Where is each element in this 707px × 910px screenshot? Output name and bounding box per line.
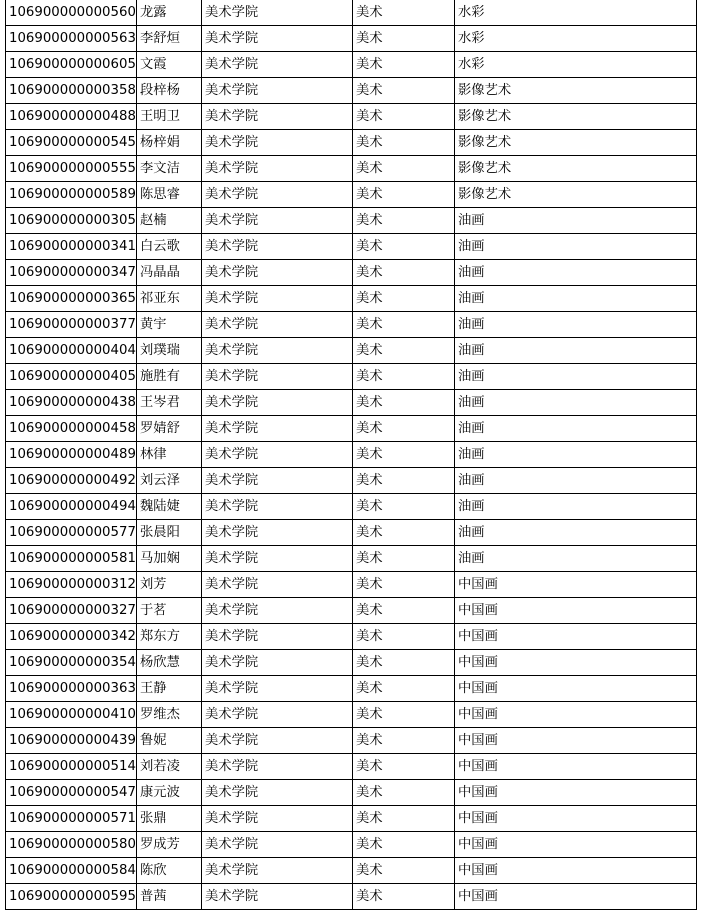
direction-cell: 影像艺术	[455, 182, 697, 208]
college-cell: 美术学院	[202, 754, 353, 780]
major-cell: 美术	[353, 130, 455, 156]
college-cell: 美术学院	[202, 234, 353, 260]
student-name-cell: 李文洁	[137, 156, 202, 182]
student-name-cell: 施胜有	[137, 364, 202, 390]
direction-cell: 水彩	[455, 52, 697, 78]
direction-cell: 中国画	[455, 572, 697, 598]
student-name-cell: 康元波	[137, 780, 202, 806]
candidate-id-cell: 106900000000584	[6, 858, 137, 884]
student-name-cell: 祁亚东	[137, 286, 202, 312]
major-cell: 美术	[353, 208, 455, 234]
table-row	[6, 0, 697, 26]
major-cell: 美术	[353, 156, 455, 182]
direction-cell: 影像艺术	[455, 104, 697, 130]
candidate-id-cell: 106900000000555	[6, 156, 137, 182]
major-cell: 美术	[353, 728, 455, 754]
major-cell: 美术	[353, 806, 455, 832]
candidate-id-cell: 106900000000581	[6, 546, 137, 572]
college-cell: 美术学院	[202, 52, 353, 78]
student-name-cell: 张鼎	[137, 806, 202, 832]
major-cell: 美术	[353, 442, 455, 468]
table-row	[6, 208, 697, 234]
direction-cell: 油画	[455, 338, 697, 364]
student-name-cell: 张晨阳	[137, 520, 202, 546]
student-name-cell: 白云歌	[137, 234, 202, 260]
college-cell: 美术学院	[202, 676, 353, 702]
student-name-cell: 杨梓娟	[137, 130, 202, 156]
candidate-id-cell: 106900000000577	[6, 520, 137, 546]
table-row	[6, 468, 697, 494]
candidate-id-cell: 106900000000488	[6, 104, 137, 130]
candidate-id-cell: 106900000000439	[6, 728, 137, 754]
table-row	[6, 390, 697, 416]
table-row	[6, 832, 697, 858]
table-row	[6, 234, 697, 260]
student-name-cell: 罗婧舒	[137, 416, 202, 442]
major-cell: 美术	[353, 884, 455, 910]
candidate-id-cell: 106900000000404	[6, 338, 137, 364]
college-cell: 美术学院	[202, 182, 353, 208]
major-cell: 美术	[353, 624, 455, 650]
candidate-id-cell: 106900000000363	[6, 676, 137, 702]
major-cell: 美术	[353, 468, 455, 494]
student-name-cell: 陈欣	[137, 858, 202, 884]
college-cell: 美术学院	[202, 208, 353, 234]
college-cell: 美术学院	[202, 728, 353, 754]
candidate-id-cell: 106900000000405	[6, 364, 137, 390]
table-row	[6, 286, 697, 312]
direction-cell: 影像艺术	[455, 130, 697, 156]
college-cell: 美术学院	[202, 546, 353, 572]
table-row	[6, 780, 697, 806]
table-row	[6, 338, 697, 364]
candidate-id-cell: 106900000000589	[6, 182, 137, 208]
major-cell: 美术	[353, 832, 455, 858]
major-cell: 美术	[353, 286, 455, 312]
college-cell: 美术学院	[202, 624, 353, 650]
major-cell: 美术	[353, 182, 455, 208]
direction-cell: 中国画	[455, 702, 697, 728]
major-cell: 美术	[353, 702, 455, 728]
direction-cell: 中国画	[455, 780, 697, 806]
candidate-id-cell: 106900000000438	[6, 390, 137, 416]
major-cell: 美术	[353, 572, 455, 598]
student-name-cell: 罗成芳	[137, 832, 202, 858]
major-cell: 美术	[353, 104, 455, 130]
major-cell: 美术	[353, 52, 455, 78]
table-row	[6, 416, 697, 442]
student-name-cell: 冯晶晶	[137, 260, 202, 286]
candidate-id-cell: 106900000000595	[6, 884, 137, 910]
table-row	[6, 52, 697, 78]
direction-cell: 油画	[455, 546, 697, 572]
direction-cell: 水彩	[455, 26, 697, 52]
candidate-id-cell: 106900000000492	[6, 468, 137, 494]
major-cell: 美术	[353, 754, 455, 780]
college-cell: 美术学院	[202, 130, 353, 156]
candidate-id-cell: 106900000000489	[6, 442, 137, 468]
college-cell: 美术学院	[202, 416, 353, 442]
direction-cell: 油画	[455, 520, 697, 546]
student-name-cell: 鲁妮	[137, 728, 202, 754]
candidate-id-cell: 106900000000560	[6, 0, 137, 26]
direction-cell: 中国画	[455, 624, 697, 650]
direction-cell: 油画	[455, 416, 697, 442]
candidate-id-cell: 106900000000312	[6, 572, 137, 598]
student-name-cell: 马加娴	[137, 546, 202, 572]
candidate-id-cell: 106900000000347	[6, 260, 137, 286]
student-name-cell: 王岑君	[137, 390, 202, 416]
student-name-cell: 刘云泽	[137, 468, 202, 494]
student-name-cell: 王静	[137, 676, 202, 702]
college-cell: 美术学院	[202, 884, 353, 910]
major-cell: 美术	[353, 520, 455, 546]
candidate-id-cell: 106900000000571	[6, 806, 137, 832]
candidate-id-cell: 106900000000410	[6, 702, 137, 728]
table-row	[6, 624, 697, 650]
major-cell: 美术	[353, 338, 455, 364]
table-row	[6, 572, 697, 598]
student-name-cell: 黄宇	[137, 312, 202, 338]
direction-cell: 中国画	[455, 728, 697, 754]
college-cell: 美术学院	[202, 364, 353, 390]
direction-cell: 油画	[455, 390, 697, 416]
candidate-id-cell: 106900000000377	[6, 312, 137, 338]
college-cell: 美术学院	[202, 104, 353, 130]
table-row	[6, 754, 697, 780]
college-cell: 美术学院	[202, 806, 353, 832]
college-cell: 美术学院	[202, 260, 353, 286]
college-cell: 美术学院	[202, 572, 353, 598]
table-row	[6, 598, 697, 624]
table-row	[6, 182, 697, 208]
table-row	[6, 130, 697, 156]
major-cell: 美术	[353, 598, 455, 624]
direction-cell: 中国画	[455, 832, 697, 858]
student-name-cell: 王明卫	[137, 104, 202, 130]
student-name-cell: 赵楠	[137, 208, 202, 234]
candidate-id-cell: 106900000000580	[6, 832, 137, 858]
candidate-id-cell: 106900000000341	[6, 234, 137, 260]
table-row	[6, 442, 697, 468]
student-name-cell: 普茜	[137, 884, 202, 910]
table-row	[6, 312, 697, 338]
direction-cell: 影像艺术	[455, 78, 697, 104]
college-cell: 美术学院	[202, 286, 353, 312]
major-cell: 美术	[353, 494, 455, 520]
major-cell: 美术	[353, 260, 455, 286]
major-cell: 美术	[353, 546, 455, 572]
direction-cell: 油画	[455, 286, 697, 312]
major-cell: 美术	[353, 364, 455, 390]
college-cell: 美术学院	[202, 338, 353, 364]
college-cell: 美术学院	[202, 858, 353, 884]
direction-cell: 中国画	[455, 650, 697, 676]
direction-cell: 油画	[455, 442, 697, 468]
direction-cell: 中国画	[455, 806, 697, 832]
college-cell: 美术学院	[202, 702, 353, 728]
direction-cell: 油画	[455, 364, 697, 390]
college-cell: 美术学院	[202, 468, 353, 494]
student-name-cell: 郑东方	[137, 624, 202, 650]
candidate-id-cell: 106900000000494	[6, 494, 137, 520]
major-cell: 美术	[353, 312, 455, 338]
candidate-id-cell: 106900000000358	[6, 78, 137, 104]
table-row	[6, 650, 697, 676]
student-name-cell: 罗维杰	[137, 702, 202, 728]
table-body	[6, 0, 697, 910]
direction-cell: 中国画	[455, 676, 697, 702]
table-row	[6, 156, 697, 182]
student-name-cell: 刘璞瑞	[137, 338, 202, 364]
table-row	[6, 806, 697, 832]
major-cell: 美术	[353, 26, 455, 52]
college-cell: 美术学院	[202, 312, 353, 338]
table-row	[6, 494, 697, 520]
direction-cell: 油画	[455, 312, 697, 338]
table-row	[6, 728, 697, 754]
college-cell: 美术学院	[202, 598, 353, 624]
major-cell: 美术	[353, 78, 455, 104]
student-name-cell: 刘若凌	[137, 754, 202, 780]
direction-cell: 油画	[455, 208, 697, 234]
candidate-id-cell: 106900000000458	[6, 416, 137, 442]
major-cell: 美术	[353, 0, 455, 26]
table-row	[6, 546, 697, 572]
candidate-id-cell: 106900000000605	[6, 52, 137, 78]
major-cell: 美术	[353, 858, 455, 884]
major-cell: 美术	[353, 390, 455, 416]
candidate-id-cell: 106900000000547	[6, 780, 137, 806]
college-cell: 美术学院	[202, 0, 353, 26]
student-name-cell: 龙露	[137, 0, 202, 26]
student-name-cell: 李舒烜	[137, 26, 202, 52]
college-cell: 美术学院	[202, 390, 353, 416]
candidate-id-cell: 106900000000365	[6, 286, 137, 312]
direction-cell: 油画	[455, 468, 697, 494]
college-cell: 美术学院	[202, 832, 353, 858]
table-row	[6, 676, 697, 702]
direction-cell: 中国画	[455, 884, 697, 910]
table-row	[6, 702, 697, 728]
student-name-cell: 刘芳	[137, 572, 202, 598]
direction-cell: 中国画	[455, 598, 697, 624]
direction-cell: 中国画	[455, 858, 697, 884]
direction-cell: 油画	[455, 234, 697, 260]
candidate-id-cell: 106900000000305	[6, 208, 137, 234]
candidate-id-cell: 106900000000342	[6, 624, 137, 650]
college-cell: 美术学院	[202, 650, 353, 676]
admission-list-table	[5, 0, 697, 910]
direction-cell: 水彩	[455, 0, 697, 26]
direction-cell: 中国画	[455, 754, 697, 780]
student-name-cell: 陈思睿	[137, 182, 202, 208]
student-name-cell: 段梓杨	[137, 78, 202, 104]
direction-cell: 影像艺术	[455, 156, 697, 182]
candidate-id-cell: 106900000000354	[6, 650, 137, 676]
candidate-id-cell: 106900000000563	[6, 26, 137, 52]
major-cell: 美术	[353, 780, 455, 806]
table-row	[6, 858, 697, 884]
student-name-cell: 于茗	[137, 598, 202, 624]
college-cell: 美术学院	[202, 78, 353, 104]
direction-cell: 油画	[455, 494, 697, 520]
candidate-id-cell: 106900000000327	[6, 598, 137, 624]
college-cell: 美术学院	[202, 156, 353, 182]
direction-cell: 油画	[455, 260, 697, 286]
student-name-cell: 杨欣慧	[137, 650, 202, 676]
table-row	[6, 520, 697, 546]
major-cell: 美术	[353, 676, 455, 702]
college-cell: 美术学院	[202, 442, 353, 468]
table-row	[6, 104, 697, 130]
table-row	[6, 364, 697, 390]
student-name-cell: 林律	[137, 442, 202, 468]
candidate-id-cell: 106900000000545	[6, 130, 137, 156]
major-cell: 美术	[353, 416, 455, 442]
table-row	[6, 260, 697, 286]
student-name-cell: 文霞	[137, 52, 202, 78]
college-cell: 美术学院	[202, 780, 353, 806]
candidate-id-cell: 106900000000514	[6, 754, 137, 780]
table-row	[6, 78, 697, 104]
college-cell: 美术学院	[202, 494, 353, 520]
table-row	[6, 26, 697, 52]
college-cell: 美术学院	[202, 520, 353, 546]
major-cell: 美术	[353, 650, 455, 676]
major-cell: 美术	[353, 234, 455, 260]
student-name-cell: 魏陆婕	[137, 494, 202, 520]
college-cell: 美术学院	[202, 26, 353, 52]
table-row	[6, 884, 697, 910]
